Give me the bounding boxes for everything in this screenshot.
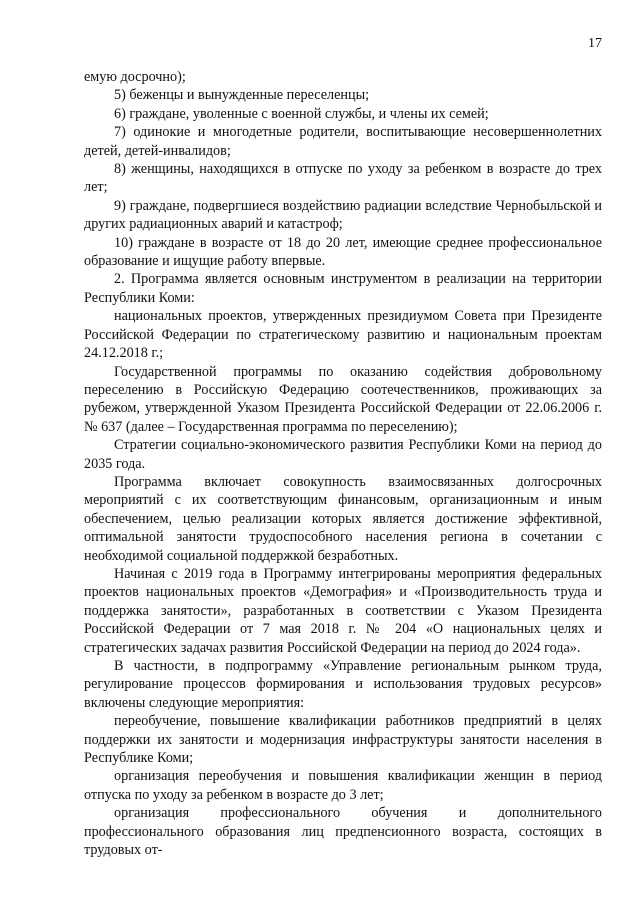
list-item: 6) граждане, уволенные с военной службы, и члены их семей; (114, 105, 489, 122)
list-item: 8) женщины, находящихся в отпуске по уходу за ребенком в возрасте до трех лет; (84, 161, 602, 196)
paragraph: переобучение, повышение квалификации работников предприятий в целях поддержки их занятости и модернизация инфраструктуры занятости населения в Республике Коми; (84, 713, 602, 767)
list-item: 7) одинокие и многодетные родители, воспитывающие несовершеннолетних детей, детей-инвалидов; (84, 124, 602, 159)
paragraph: национальных проектов, утвержденных президиумом Совета при Президенте Российской Федерации по стратегическому развитию и национальным проектам 24.12.2018 г.; (84, 308, 602, 362)
paragraph: Государственной программы по оказанию содействия добровольному переселению в Российскую Федерацию соотечественников, проживающих за рубежом, утвержденной Указом Президента Российской Федерации от 22.06.2006 г. № 637 (далее – Государственная программа по переселению); (84, 363, 602, 435)
paragraph: Программа включает совокупность взаимосвязанных долгосрочных мероприятий с их соответствующим финансовым, организационным и иным обеспечением, целью реализации которых является достижение эффективной, оптимальной занятости трудоспособного населения региона в сочетании с необходимой социальной поддержкой безработных. (84, 473, 602, 564)
page-number: 17 (588, 36, 602, 51)
paragraph: Начиная с 2019 года в Программу интегрированы мероприятия федеральных проектов национальных проектов «Демография» и «Производительность труда и поддержка занятости», разработанных в соответствии с Указом Президента Российской Федерации от 7 мая 2018 г. № 204 «О национальных целях и стратегических задачах развития Российской Федерации на период до 2024 года». (84, 565, 602, 656)
paragraph: Стратегии социально-экономического развития Республики Коми на период до 2035 года. (84, 437, 602, 472)
paragraph: организация переобучения и повышения квалификации женщин в период отпуска по уходу за ребенком в возрасте до 3 лет; (84, 768, 602, 803)
paragraph: В частности, в подпрограмму «Управление региональным рынком труда, регулирование процессов формирования и использования трудовых ресурсов» включены следующие мероприятия: (84, 658, 602, 711)
paragraph: организация профессионального обучения и дополнительного профессионального образования лиц предпенсионного возраста, состоящих в трудовых от- (84, 805, 602, 859)
list-item: 10) граждане в возрасте от 18 до 20 лет, имеющие среднее профессиональное образование и ищущие работу впервые. (84, 234, 602, 270)
document-body (84, 68, 602, 859)
paragraph: 2. Программа является основным инструментом в реализации на территории Республики Коми: (84, 271, 602, 306)
paragraph: емую досрочно); (84, 69, 186, 85)
list-item: 9) граждане, подвергшиеся воздействию радиации вследствие Чернобыльской и других радиационных аварий и катастроф; (84, 197, 602, 233)
list-item: 5) беженцы и вынужденные переселенцы; (114, 87, 370, 104)
